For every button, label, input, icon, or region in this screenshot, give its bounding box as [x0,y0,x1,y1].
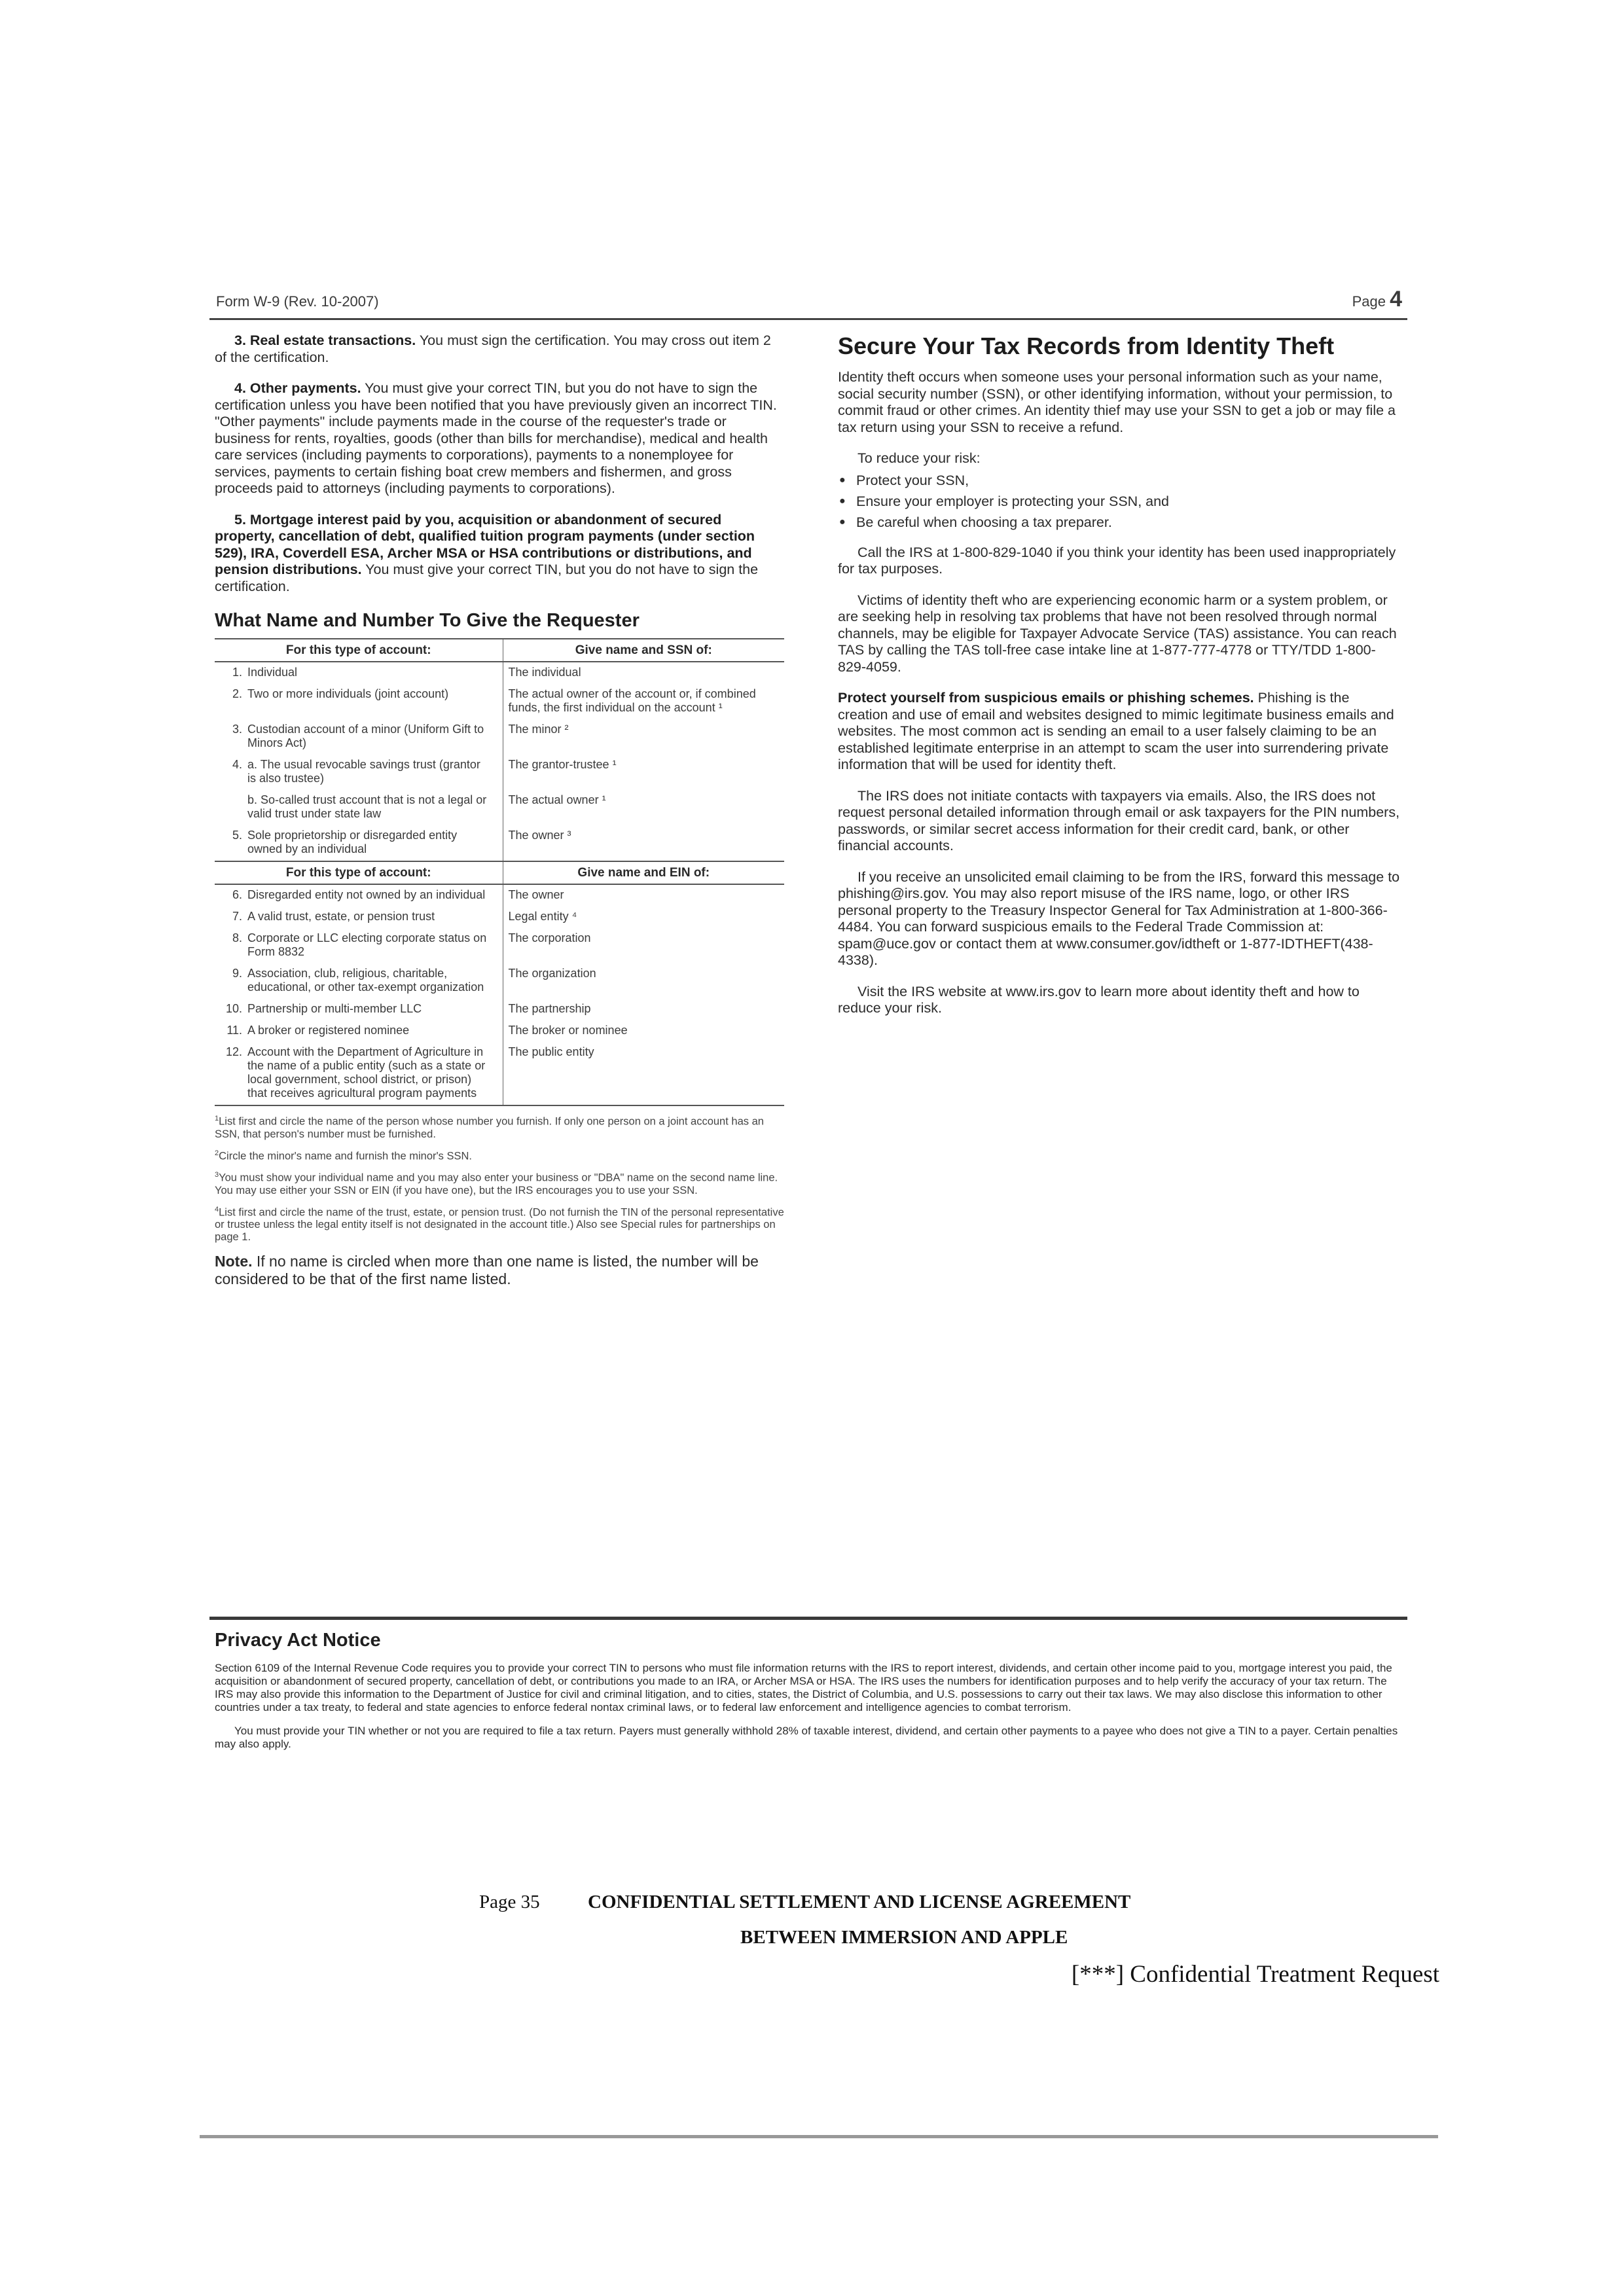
risk-bullet-list [838,470,1402,533]
account-type-cell [215,1020,503,1042]
footnote-mark: 3 [215,1171,219,1179]
row-number: 8. [232,931,242,944]
left-column [215,332,784,1288]
account-type: Association, club, religious, charitable, educational, or other tax-exempt organization [247,967,484,994]
row-number: 5. [232,829,242,842]
footnote [215,1204,784,1244]
ein-col2-header: Give name and EIN of: [503,861,784,884]
footnote [215,1169,784,1197]
give-name-cell: The actual owner of the account or, if combined funds, the first individual on the account ¹ [508,687,756,714]
account-type-cell [215,719,503,755]
requester-table [215,638,784,1106]
row-number: 9. [232,967,242,980]
footer-title-line1: CONFIDENTIAL SETTLEMENT AND LICENSE AGREEMENT [588,1892,1131,1912]
w9-form-scan [209,281,1407,1813]
give-name-cell: The grantor-trustee ¹ [508,758,617,771]
real-estate-paragraph: 3. Real estate transactions. You must sign the certification. You may cross out item 2 of the certification. [215,332,771,365]
privacy-title: Privacy Act Notice [215,1630,381,1651]
bullet-item: ● Ensure your employer is protecting your SSN, and [838,491,1402,512]
row-number: 2. [232,687,242,700]
ssn-col1-header: For this type of account: [215,639,503,662]
account-type-cell [215,906,503,928]
identity-theft-title: Secure Your Tax Records from Identity Theft [838,332,1335,359]
privacy-paragraph-2: You must provide your TIN whether or not you are required to file a tax return. Payers must generally withhold 28% of taxable interest, dividend, and certain other payments to a payee who does not give a TIN to a payer. Certain penalties may also apply. [215,1725,1398,1750]
account-type-cell [215,790,503,825]
footer-rule [200,2135,1438,2138]
account-type: Sole proprietorship or disregarded entity owned by an individual [247,829,458,855]
give-name-cell: The organization [508,967,596,980]
account-type: b. So-called trust account that is not a legal or valid trust under state law [247,793,487,820]
privacy-paragraph-1: Section 6109 of the Internal Revenue Code requires you to provide your correct TIN to persons who must file information returns with the IRS to report interest, dividends, and certain other income paid to you, mortgage interest you paid, the acquisition or abandonment of secured property, cancellation of debt, or contributions you made to an IRA, or Archer MSA or HSA. The IRS uses the numbers for identification purposes and to help verify the accuracy of your tax return. The IRS may also provide this information to the Department of Justice for civil and criminal litigation, and to cities, states, the District of Columbia, and U.S. possessions to carry out their tax laws. We may also disclose this information to other countries under a tax treaty, to federal and state agencies to enforce federal nontax criminal laws, or to federal law enforcement and intelligence agencies to combat terrorism. [215,1662,1392,1713]
account-type: Custodian account of a minor (Uniform Gift to Minors Act) [247,723,484,749]
row-number: 3. [232,723,242,736]
give-name-cell: The minor ² [508,723,569,736]
account-row [215,662,784,684]
give-name-cell: The corporation [508,931,591,944]
row-number: 11. [226,1024,242,1037]
note-paragraph: Note. If no name is circled when more than one name is listed, the number will be considered to be that of the first name listed. [215,1253,759,1287]
give-name-cell: The public entity [503,1042,784,1105]
privacy-act-notice [215,1630,1402,1761]
footer-page-number: Page 35 [479,1892,540,1912]
victims-paragraph: Victims of identity theft who are experiencing economic harm or a system problem, or are seeking help in resolving tax problems that have not been resolved through normal channels, may be eligible for Taxpayer Advocate Service (TAS) assistance. You can reach TAS by calling the TAS toll-free case intake line at 1-877-777-4778 or TTY/TDD 1-800-829-4059. [838,592,1397,675]
account-type-cell [215,684,503,719]
account-type-cell [215,884,503,906]
account-type-cell [215,928,503,963]
form-page-number: Page 4 [1352,287,1402,312]
account-row [215,884,784,906]
privacy-divider [209,1617,1407,1620]
account-type-cell [215,963,503,999]
account-row [215,719,784,755]
ssn-col2-header: Give name and SSN of: [503,639,784,662]
account-type: A broker or registered nominee [247,1024,410,1037]
account-type: Account with the Department of Agriculture in the name of a public entity (such as a state or local government, school district, or prison) that receives agricultural program payments [247,1045,486,1100]
row-number: 4. [232,758,242,771]
bullet-item: ● Protect your SSN, [838,470,1402,491]
visit-irs-paragraph: Visit the IRS website at www.irs.gov to learn more about identity theft and how to reduce your risk. [838,983,1360,1016]
irs-contacts-paragraph: The IRS does not initiate contacts with taxpayers via emails. Also, the IRS does not request personal detailed information through email or ask taxpayers for the PIN numbers, passwords, or similar secret access information for their credit card, bank, or other financial accounts. [838,787,1400,853]
call-irs-paragraph: Call the IRS at 1-800-829-1040 if you think your identity has been used inappropriately for tax purposes. [838,544,1396,577]
bullet-item: ● Be careful when choosing a tax preparer. [838,512,1402,533]
row-number: 6. [232,888,242,901]
footnote-mark: 1 [215,1115,219,1122]
table-footnotes [215,1113,784,1244]
account-row [215,906,784,928]
account-row [215,825,784,861]
account-type: Two or more individuals (joint account) [247,687,449,700]
account-row [215,755,784,790]
unsolicited-email-paragraph: If you receive an unsolicited email claiming to be from the IRS, forward this message to phishing@irs.gov. You may also report misuse of the IRS name, logo, or other IRS personal property to the Treasury Inspector General for Tax Administration at 1-800-366-4484. You can forward suspicious emails to the Federal Trade Commission at: spam@uce.gov or contact them at www.consumer.gov/idtheft or 1-877-IDTHEFT(438-4338). [838,869,1400,968]
footnote-text: List first and circle the name of the person whose number you furnish. If only one person on a joint account has an SSN, that person's number must be furnished. [215,1115,764,1140]
footnote-mark: 4 [215,1205,219,1213]
account-type-cell [215,755,503,790]
account-type-cell [215,662,503,684]
footer-title-line2: BETWEEN IMMERSION AND APPLE [740,1927,1068,1948]
form-header [209,281,1407,318]
account-row [215,790,784,825]
account-type: Disregarded entity not owned by an individual [247,888,486,901]
footnote-text: Circle the minor's name and furnish the minor's SSN. [219,1150,472,1162]
account-row [215,684,784,719]
give-name-cell: The owner [508,888,564,901]
reduce-risk-label: To reduce your risk: [857,450,981,466]
footnote [215,1113,784,1141]
row-number: 7. [232,910,242,923]
account-row [215,928,784,963]
account-type: A valid trust, estate, or pension trust [247,910,435,923]
header-divider [209,318,1407,320]
row-number: 10. [225,1002,242,1015]
account-type-cell [215,999,503,1020]
give-name-cell: The partnership [508,1002,591,1015]
account-type: Corporate or LLC electing corporate status on Form 8832 [247,931,487,958]
give-name-cell: The actual owner ¹ [508,793,606,806]
confidential-treatment-notice: [***] Confidential Treatment Request [1071,1961,1439,1988]
account-row [215,1020,784,1042]
give-name-cell: The individual [508,666,581,679]
other-payments-paragraph: 4. Other payments. You must give your correct TIN, but you do not have to sign the certification unless you have been notified that you have previously given an incorrect TIN. "Other payments" include payments made in the course of the requester's trade or business for rents, royalties, goods (other than bills for merchandise), medical and health care services (including payments to corporations), payments to a nonemployee for services, payments to certain fishing boat crew members and fishermen, and gross proceeds paid to attorneys (including payments to corporations). [215,380,777,496]
account-type-cell [215,825,503,861]
ein-rows [215,884,784,1105]
account-row [215,1042,784,1105]
row-number: 12. [225,1045,242,1058]
row-number: 1. [232,666,242,679]
account-type: Individual [247,666,298,679]
account-type: Partnership or multi-member LLC [247,1002,422,1015]
account-type: a. The usual revocable savings trust (grantor is also trustee) [247,758,480,785]
form-id: Form W-9 (Rev. 10-2007) [216,293,379,310]
account-row [215,963,784,999]
footnote-text: List first and circle the name of the trust, estate, or pension trust. (Do not furnish the TIN of the personal representative or trustee unless the legal entity itself is not designated in the account title.) Also see Special rules for partnerships on page 1. [215,1206,784,1243]
account-row [215,999,784,1020]
requester-table-title: What Name and Number To Give the Requester [215,610,640,631]
footnote [215,1147,784,1163]
give-name-cell: The owner ³ [503,825,784,861]
footnote-text: You must show your individual name and you may also enter your business or "DBA" name on the second name line. You may use either your SSN or EIN (if you have one), but the IRS encourages you to use your SSN. [215,1172,778,1196]
ssn-rows [215,662,784,861]
mortgage-interest-paragraph: 5. Mortgage interest paid by you, acquisition or abandonment of secured property, cancellation of debt, qualified tuition program payments (under section 529), IRA, Coverdell ESA, Archer MSA or HSA contributions or distributions, and pension distributions. You must give your correct TIN, but you do not have to sign the certification. [215,511,759,594]
give-name-cell: The broker or nominee [508,1024,628,1037]
phishing-paragraph: Protect yourself from suspicious emails or phishing schemes. Phishing is the creation and use of email and websites designed to mimic legitimate business emails and websites. The most common act is sending an email to a user falsely claiming to be an established legitimate enterprise in an attempt to scam the user into surrendering private information that will be used for identity theft. [838,690,1394,772]
footnote-mark: 2 [215,1149,219,1157]
account-type-cell [215,1042,503,1105]
ein-col1-header: For this type of account: [215,861,503,884]
identity-theft-intro: Identity theft occurs when someone uses your personal information such as your name, social security number (SSN), or other identifying information, without your permission, to commit fraud or other crimes. An identity thief may use your SSN to get a job or may file a tax return using your SSN to receive a refund. [838,369,1396,435]
give-name-cell: Legal entity ⁴ [508,910,577,923]
right-column [838,332,1402,1031]
